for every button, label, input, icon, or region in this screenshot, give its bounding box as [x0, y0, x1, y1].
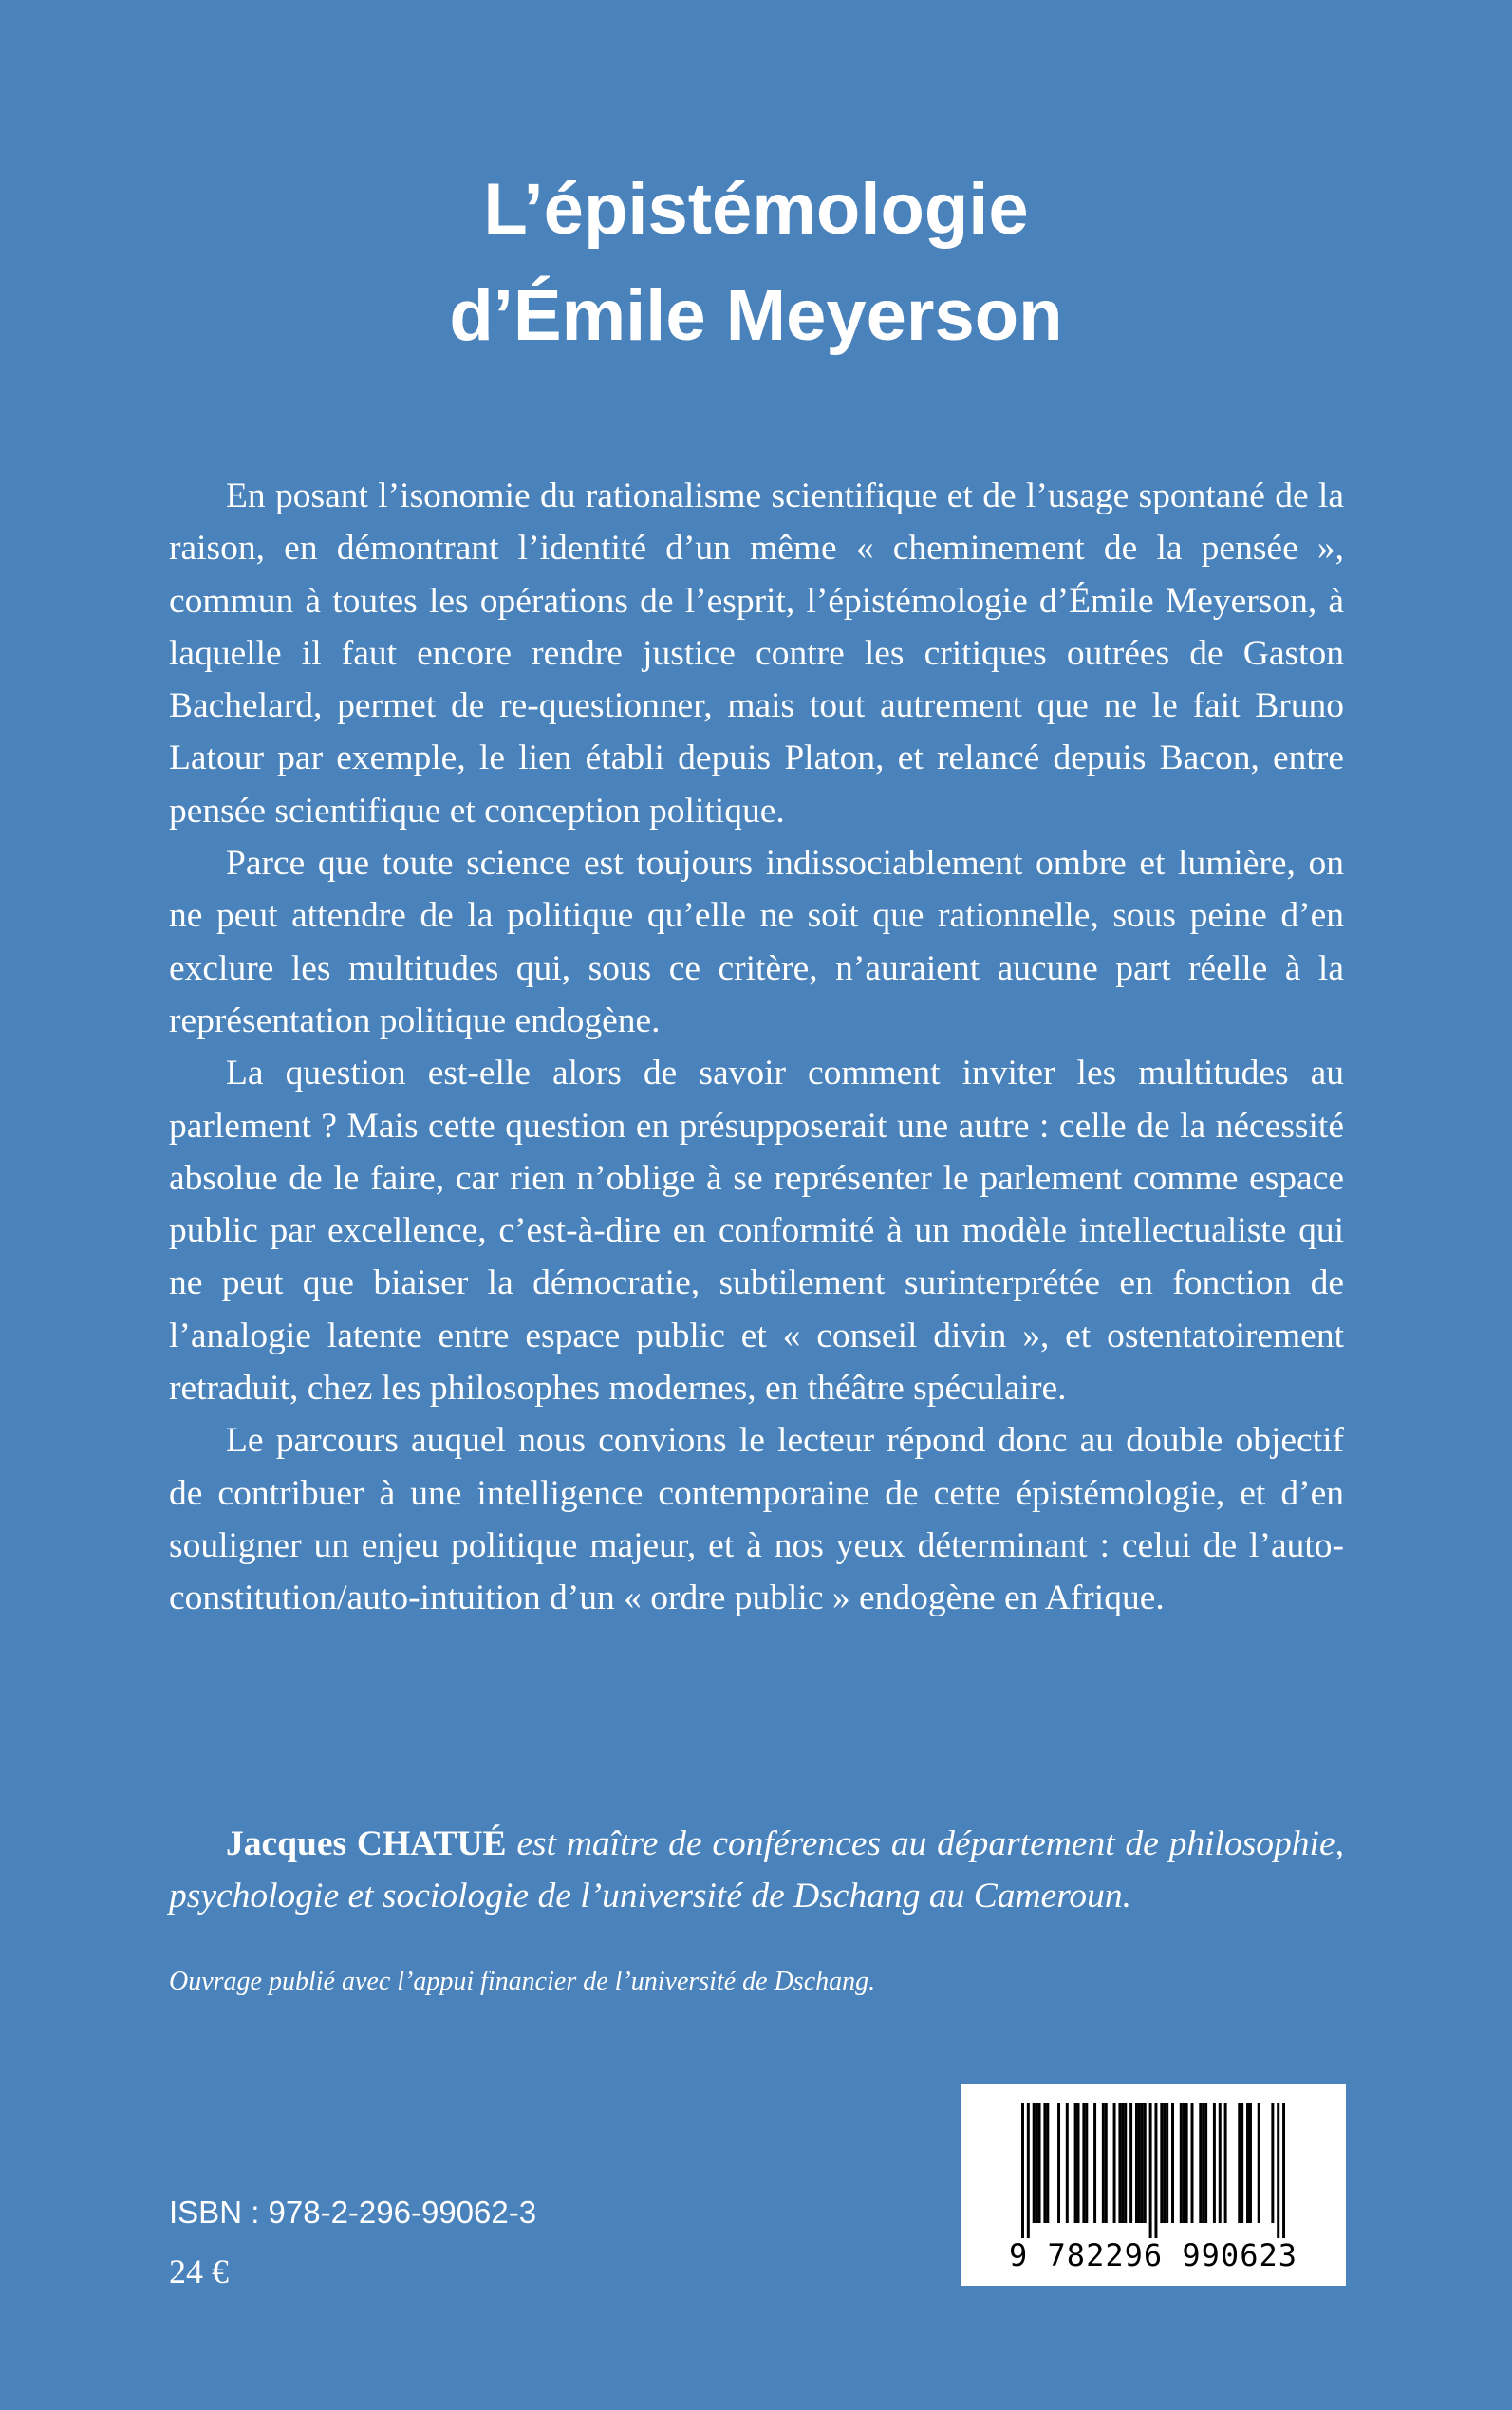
barcode — [961, 2084, 1346, 2286]
blurb-paragraph-1: En posant l’isonomie du rationalisme scientifique et de l’usage spontané de la raison, en démontrant l’identité d’un même « cheminement de la pensée », commun à toutes les opérations de l’esprit, l’épistémologie d’Émile Meyerson, à laquelle il faut encore rendre justice contre les critiques outrées de Gaston Bachelard, permet de re-questionner, mais tout autrement que ne le fait Bruno Latour par exemple, le lien établi depuis Platon, et relancé depuis Bacon, entre pensée scientifique et conception politique. — [169, 476, 1344, 831]
barcode-bar — [1154, 2103, 1157, 2238]
barcode-bar — [1033, 2103, 1036, 2223]
barcode-bar — [1213, 2103, 1216, 2223]
barcode-bars — [1021, 2103, 1285, 2238]
barcode-bar — [1118, 2103, 1121, 2223]
barcode-bar — [1224, 2103, 1227, 2223]
barcode-bar — [1238, 2103, 1241, 2223]
book-title-line-2: d’Émile Meyerson — [449, 275, 1063, 356]
barcode-bar — [1163, 2103, 1166, 2223]
book-title-line-1: L’épistémologie — [483, 169, 1029, 250]
barcode-bar — [1074, 2103, 1077, 2223]
barcode-bar — [1149, 2103, 1152, 2238]
barcode-bar — [1027, 2103, 1030, 2238]
author-bio — [169, 1818, 1344, 1922]
barcode-bar — [1271, 2103, 1274, 2223]
barcode-bar — [1121, 2103, 1124, 2223]
barcode-bar — [1191, 2103, 1194, 2223]
book-title — [0, 157, 1512, 369]
barcode-bar — [1085, 2103, 1088, 2223]
barcode-bar — [1082, 2103, 1085, 2223]
barcode-bar — [1036, 2103, 1038, 2223]
barcode-bar — [1077, 2103, 1080, 2223]
barcode-bar — [1124, 2103, 1127, 2223]
barcode-bar — [1180, 2103, 1183, 2223]
barcode-bar — [1141, 2103, 1144, 2223]
barcode-bar — [1204, 2103, 1207, 2223]
barcode-bar — [1066, 2103, 1069, 2223]
barcode-bar — [1105, 2103, 1108, 2223]
barcode-bar — [1246, 2103, 1249, 2223]
barcode-bar — [1249, 2103, 1252, 2223]
blurb-paragraph-4: Le parcours auquel nous convions le lecteur répond donc au double objectif de contribuer à une intelligence contemporaine de cette épistémologie, et d’en souligner un enjeu politique majeur, et à nos yeux déterminant : celui de l’auto-constitution/auto-intuition d’un « ordre public » endogène en Afrique. — [169, 1421, 1344, 1618]
barcode-bar — [1138, 2103, 1141, 2223]
barcode-bar — [1258, 2103, 1260, 2223]
barcode-bar — [1043, 2103, 1046, 2223]
barcode-bar — [1057, 2103, 1060, 2223]
barcode-bar — [1135, 2103, 1138, 2223]
author-name: Jacques CHATUÉ — [226, 1824, 507, 1863]
barcode-bar — [1219, 2103, 1222, 2223]
barcode-bar — [1199, 2103, 1202, 2223]
barcode-bar — [1102, 2103, 1105, 2223]
barcode-bar — [1185, 2103, 1188, 2223]
author-description: est maître de conférences au département de philosophie, psychologie et sociologie de l’université de Dschang au Cameroun. — [169, 1824, 1344, 1915]
barcode-bar — [1241, 2103, 1243, 2223]
barcode-bar — [1038, 2103, 1041, 2223]
barcode-bar — [1202, 2103, 1204, 2223]
blurb-paragraph-3: La question est-elle alors de savoir comment inviter les multitudes au parlement ? Mais cette question en présupposerait une autre : celle de la nécessité absolue de le faire, car rien n’oblige à se représenter le parlement comme espace public par excellence, c’est-à-dire en conformité à un modèle intellectualiste qui ne peut que biaiser la démocratie, subtilement surinterprétée en fonction de l’analogie latente entre espace public et « conseil divin », et ostentatoirement retraduit, chez les philosophes modernes, en théâtre spéculaire. — [169, 1054, 1344, 1409]
barcode-bar — [1160, 2103, 1163, 2223]
barcode-bar — [1093, 2103, 1096, 2223]
barcode-bar — [1282, 2103, 1285, 2238]
barcode-bar — [1171, 2103, 1174, 2223]
barcode-bar — [1021, 2103, 1024, 2238]
isbn-label: ISBN : 978-2-296-99062-3 — [169, 2195, 537, 2230]
barcode-bar — [1113, 2103, 1116, 2223]
barcode-bar — [1144, 2103, 1147, 2223]
funding-credit: Ouvrage publié avec l’appui financier de l’université de Dschang. — [169, 1967, 876, 1996]
price-label: 24 € — [169, 2252, 229, 2290]
barcode-bar — [1277, 2103, 1279, 2238]
barcode-bar — [1183, 2103, 1185, 2223]
barcode-digits: 9 782296 990623 — [1009, 2237, 1297, 2273]
barcode-bar — [1129, 2103, 1132, 2223]
barcode-bar — [1166, 2103, 1168, 2223]
blurb-paragraph-2: Parce que toute science est toujours indissociablement ombre et lumière, on ne peut attendre de la politique qu’elle ne soit que rationnelle, sous peine d’en exclure les multitudes qui, sous ce critère, n’auraient aucune part réelle à la représentation politique endogène. — [169, 844, 1344, 1040]
blurb — [169, 470, 1344, 1625]
barcode-bar — [1046, 2103, 1049, 2223]
